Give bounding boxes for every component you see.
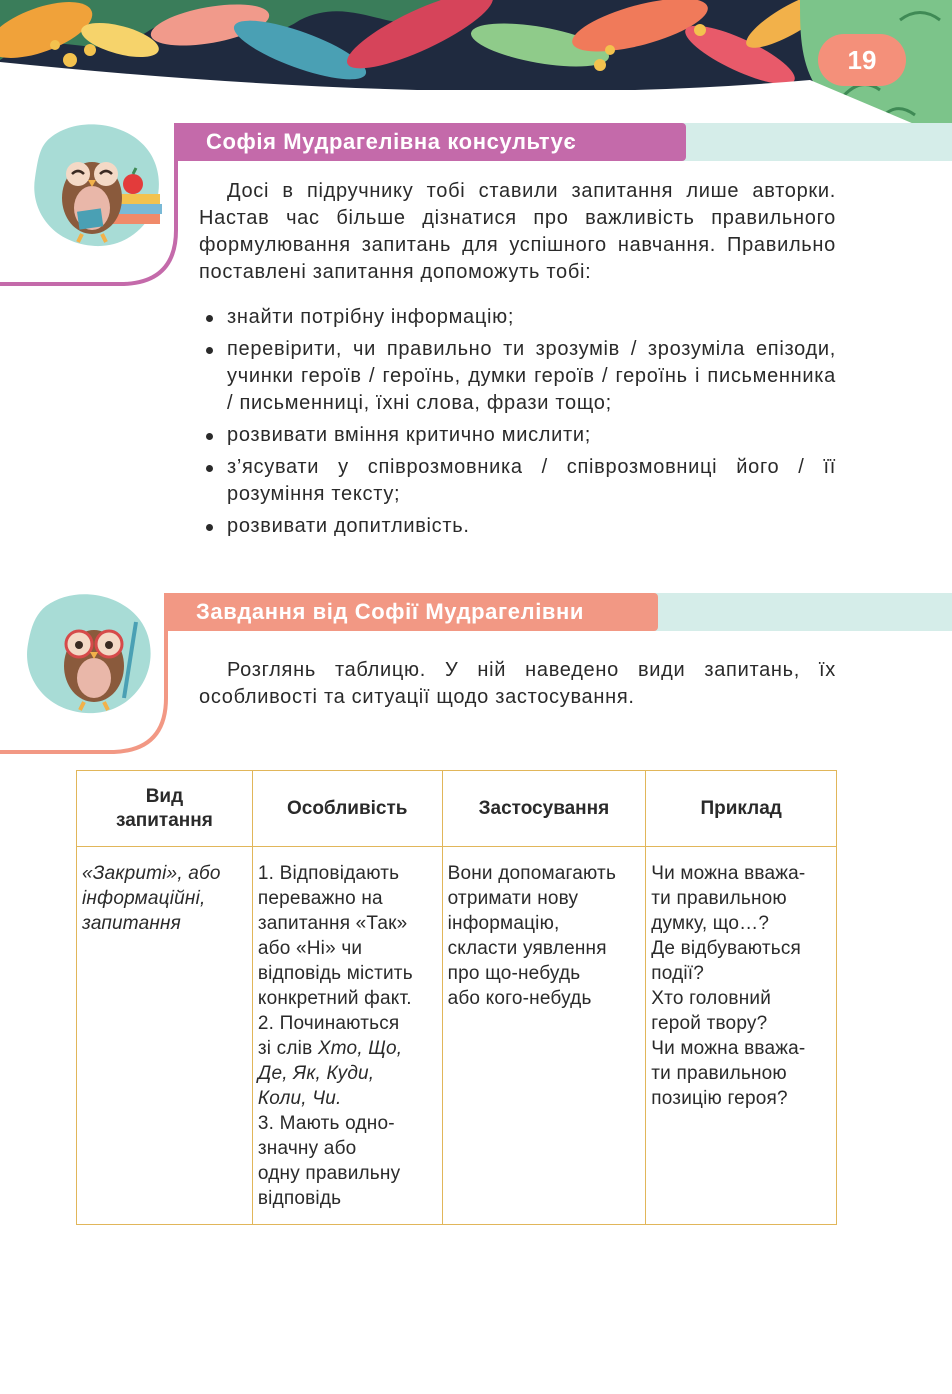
cell-line: думку, що…?	[651, 913, 770, 934]
section-header-bar	[660, 123, 952, 161]
cell-line	[258, 1036, 437, 1061]
section-header-bar	[640, 593, 952, 631]
cell-line: Чи можна вважа-	[651, 1038, 806, 1059]
cell-line: 2. Починаються	[257, 1013, 400, 1034]
section-frame-curve	[0, 160, 180, 288]
cell-line: запитання	[82, 913, 182, 934]
question-types-table	[76, 770, 837, 1225]
column-header: Вид запитання	[77, 771, 253, 847]
question-type-cell	[77, 847, 253, 1225]
cell-line: Де, Як, Куди,	[257, 1063, 375, 1084]
task-paragraph: Розглянь таблицю. У ній наведено види запитань, їх особливості та ситуації щодо застосування.	[199, 659, 836, 708]
cell-line: позицію героя?	[651, 1088, 788, 1109]
cell-line: герой твору?	[651, 1013, 768, 1034]
cell-line: відповідь містить	[257, 963, 413, 984]
cell-line: або кого-небудь	[447, 988, 592, 1009]
cell-line: події?	[651, 963, 705, 984]
cell-line: одну правильну	[257, 1163, 401, 1184]
cell-text-italic: Хто, Що,	[317, 1038, 403, 1059]
cell-line: 1. Відповідають	[257, 863, 400, 884]
table-header-row	[77, 771, 837, 847]
list-item: розвивати вміння критично мислити;	[200, 422, 836, 449]
task-section-title: Завдання від Софії Мудрагелівни	[164, 593, 658, 631]
list-item: розвивати допитливість.	[200, 513, 836, 540]
consult-bullet-list	[200, 304, 836, 545]
cell-line: або «Ні» чи	[257, 938, 363, 959]
feature-cell	[252, 847, 442, 1225]
cell-line: про що-небудь	[447, 963, 581, 984]
section-frame-curve	[0, 630, 170, 756]
usage-cell	[442, 847, 646, 1225]
cell-line: конкретний факт.	[257, 988, 412, 1009]
table-row	[77, 847, 837, 1225]
cell-line: Чи можна вважа-	[651, 863, 806, 884]
column-header: Особливість	[252, 771, 442, 847]
cell-line: інформацію,	[447, 913, 560, 934]
cell-line: Де відбуваються	[651, 938, 802, 959]
cell-line: Коли, Чи.	[257, 1088, 342, 1109]
consult-section-title: Софія Мудрагелівна консультує	[174, 123, 686, 161]
cell-line: переважно на	[257, 888, 383, 909]
cell-line: відповідь	[257, 1188, 342, 1209]
cell-line: ти правильною	[651, 1063, 787, 1084]
list-item: знайти потрібну інформацію;	[200, 304, 836, 331]
consult-intro-paragraph: Досі в підручнику тобі ставили запитання лише авторки. Настав час більше дізнатися про важливість правильного формулювання запитань для успішного навчання. Правильно поставлені запитання допоможуть тобі:	[199, 180, 836, 283]
column-header: Застосування	[442, 771, 646, 847]
cell-line: скласти уявлення	[447, 938, 607, 959]
cell-line: отримати нову	[447, 888, 579, 909]
column-header: Приклад	[646, 771, 837, 847]
cell-line: інформаційні,	[82, 888, 206, 909]
cell-line: ти правильною	[651, 888, 787, 909]
cell-line: «Закриті», або	[82, 863, 221, 884]
cell-line: запитання «Так»	[257, 913, 408, 934]
cell-line: значну або	[257, 1138, 357, 1159]
example-cell	[646, 847, 837, 1225]
cell-line: Вони допомагають	[447, 863, 617, 884]
list-item: з’ясувати у співрозмовника / співрозмовниці його / її розуміння тексту;	[200, 454, 836, 508]
page-number-badge: 19	[818, 34, 906, 86]
cell-text: зі слів	[257, 1038, 313, 1059]
list-item: перевірити, чи правильно ти зрозумів / зрозуміла епізоди, учинки героїв / героїнь, думки героїв / героїнь і письменника / письменниці, їхні слова, фрази тощо;	[200, 336, 836, 417]
cell-line: 3. Мають одно-	[257, 1113, 395, 1134]
cell-line: Хто головний	[651, 988, 772, 1009]
